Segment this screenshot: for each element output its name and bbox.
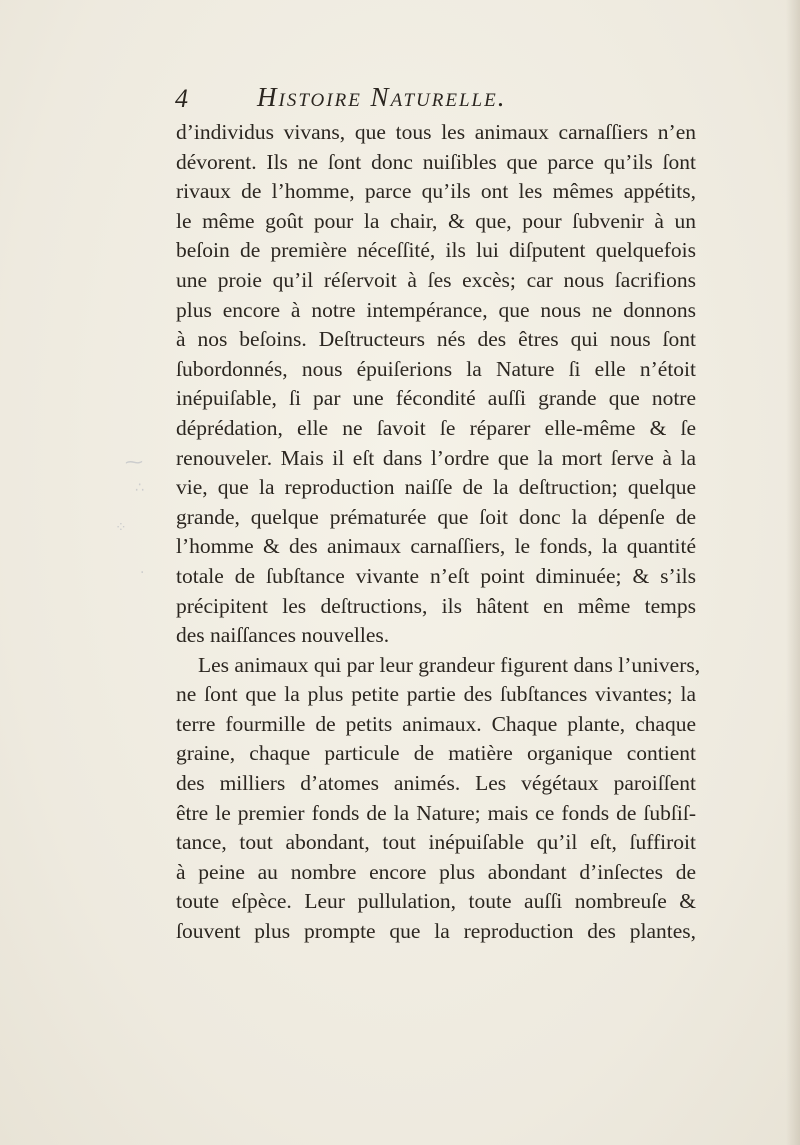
text-line: être le premier fonds de la Nature; mais ce fonds de ſubſiſ-: [176, 800, 696, 825]
text-line: d’individus vivans, que tous les animaux carnaſſiers n’en: [176, 120, 696, 144]
text-line: inépuiſable, ſi par une fécondité auſſi grande que notre: [176, 386, 696, 411]
text-line: rivaux de l’homme, parce qu’ils ont les mêmes appétits,: [176, 179, 696, 204]
text-line: des naiſſances nouvelles.: [176, 623, 390, 648]
text-line: le même goût pour la chair, & que, pour ſubvenir à un: [176, 208, 696, 233]
text-line: graine, chaque particule de matière organique contient: [176, 741, 696, 766]
text-line: grande, quelque prématurée que ſoit donc la dépenſe de: [176, 504, 696, 529]
text-line: toute eſpèce. Leur pullulation, toute auſſi nombreuſe &: [176, 889, 696, 914]
text-line: des milliers d’atomes animés. Les végétaux paroiſſent: [176, 771, 696, 796]
text-line: totale de ſubſtance vivante n’eſt point diminuée; & s’ils: [176, 563, 696, 588]
page-number: 4: [175, 84, 188, 113]
text-line: ne ſont que la plus petite partie des ſubſtances vivantes; la: [176, 682, 696, 707]
text-line: tance, tout abondant, tout inépuiſable qu’il eſt, ſuffiroit: [176, 830, 696, 855]
text-line: ſubordonnés, nous épuiſerions la Nature ſi elle n’étoit: [176, 356, 696, 381]
text-line: déprédation, elle ne ſavoit ſe réparer elle-même & ſe: [176, 415, 696, 440]
text-line: précipitent les deſtructions, ils hâtent en même temps: [176, 593, 696, 618]
text-line: Les animaux qui par leur grandeur figurent dans l’univers,: [198, 652, 701, 677]
text-line: à peine au nombre encore plus abondant d’inſectes de: [176, 859, 696, 884]
text-line: terre fourmille de petits animaux. Chaque plante, chaque: [176, 711, 696, 736]
text-line: l’homme & des animaux carnaſſiers, le fonds, la quantité: [176, 534, 696, 559]
running-title: Histoire Naturelle.: [257, 82, 507, 112]
text-line: dévorent. Ils ne ſont donc nuiſibles que parce qu’ils ſont: [176, 149, 696, 174]
body-text: [176, 118, 701, 947]
text-line: à nos beſoins. Deſtructeurs nés des êtres qui nous ſont: [176, 327, 696, 352]
text-line: une proie qu’il réſervoit à ſes excès; car nous ſacrifions: [176, 267, 696, 292]
text-line: plus encore à notre intempérance, que nous ne donnons: [176, 297, 696, 322]
text-line: beſoin de première néceſſité, ils lui diſputent quelquefois: [176, 238, 696, 263]
text-line: ſouvent plus prompte que la reproduction des plantes,: [176, 919, 696, 944]
page-header: [175, 82, 615, 118]
text-line: renouveler. Mais il eſt dans l’ordre que la mort ſerve à la: [176, 445, 696, 470]
text-line: vie, que la reproduction naiſſe de la deſtruction; quelque: [176, 475, 696, 500]
ink-bleed-stain: ⁓ ∴ ⁘ ·: [115, 452, 145, 581]
page-edge-shadow: [786, 0, 800, 1145]
